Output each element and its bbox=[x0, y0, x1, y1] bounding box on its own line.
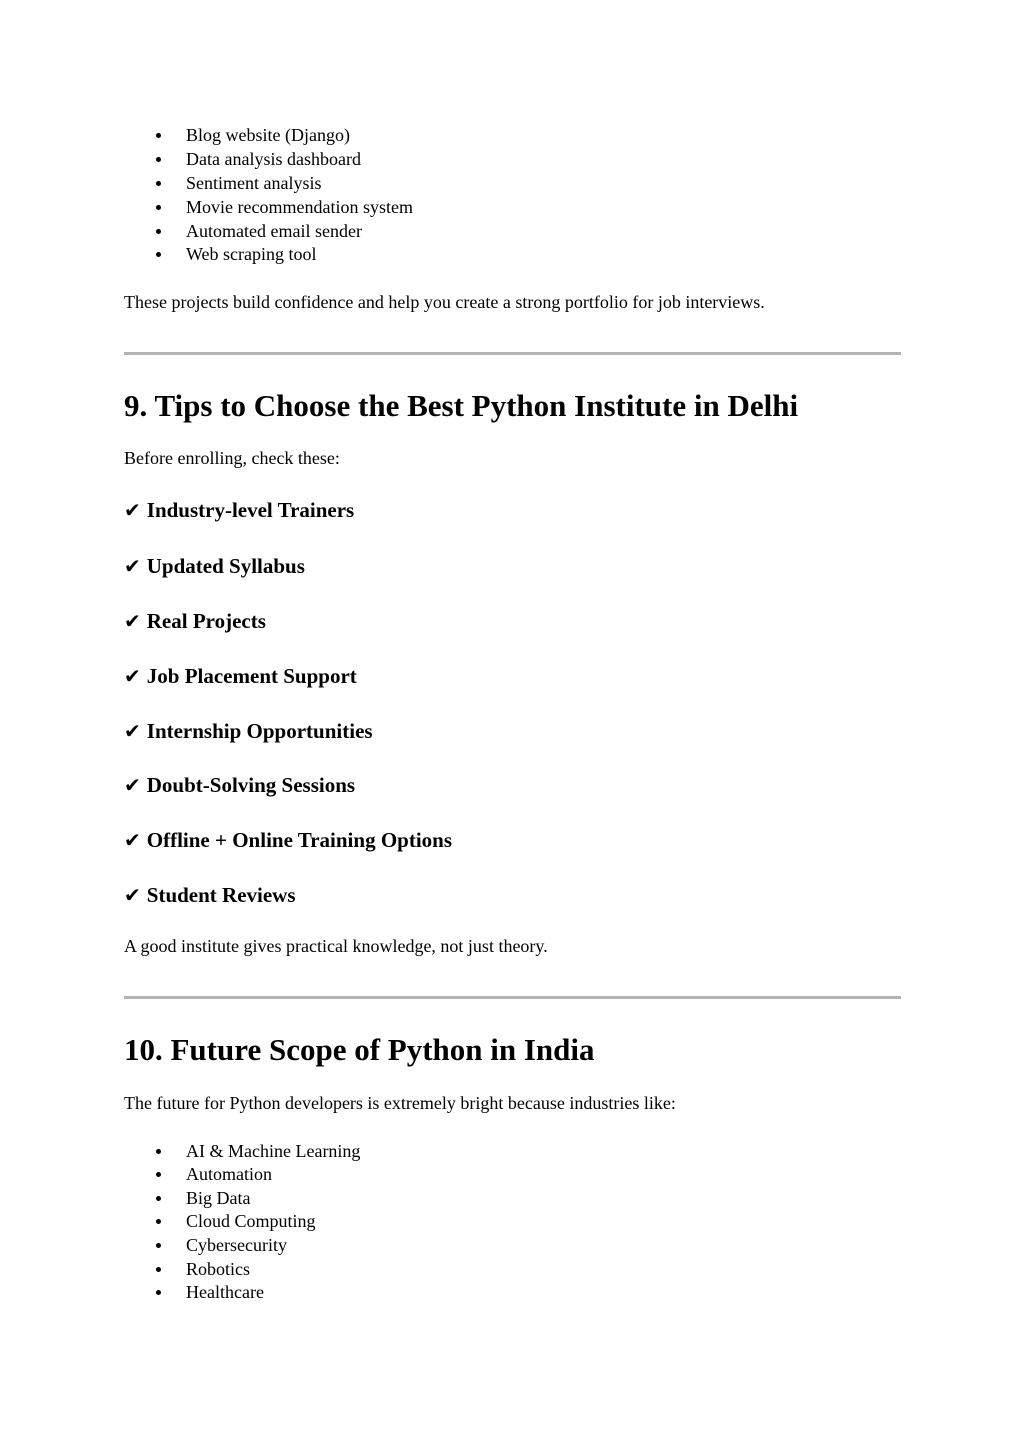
checkmark-icon: ✔ bbox=[124, 664, 141, 688]
bullet-icon bbox=[156, 1290, 161, 1295]
list-item-text: AI & Machine Learning bbox=[186, 1141, 361, 1161]
bullet-icon bbox=[156, 1196, 161, 1201]
bullet-icon bbox=[156, 1267, 161, 1272]
checkmark-icon: ✔ bbox=[124, 883, 141, 907]
list-item-text: Automation bbox=[186, 1164, 272, 1184]
check-item bbox=[124, 662, 357, 690]
check-item bbox=[124, 717, 373, 745]
list-item-text: Web scraping tool bbox=[186, 244, 317, 264]
checkmark-icon: ✔ bbox=[124, 498, 141, 522]
bullet-icon bbox=[156, 181, 161, 186]
check-item-text: Job Placement Support bbox=[146, 664, 357, 688]
checkmark-icon: ✔ bbox=[124, 609, 141, 633]
divider bbox=[124, 352, 901, 355]
list-item-text: Robotics bbox=[186, 1259, 251, 1279]
check-item-text: Student Reviews bbox=[146, 883, 296, 907]
bullet-icon bbox=[156, 1172, 161, 1177]
section-9-heading: 9. Tips to Choose the Best Python Institute in Delhi bbox=[124, 388, 799, 423]
check-item-text: Updated Syllabus bbox=[146, 554, 305, 578]
projects-note: These projects build confidence and help you create a strong portfolio for job interviews. bbox=[124, 292, 765, 312]
list-item-text: Data analysis dashboard bbox=[186, 149, 361, 169]
bullet-icon bbox=[156, 229, 161, 234]
check-item-text: Offline + Online Training Options bbox=[146, 828, 453, 852]
bullet-icon bbox=[156, 157, 161, 162]
section-9-intro: Before enrolling, check these: bbox=[124, 448, 340, 468]
bullet-icon bbox=[156, 133, 161, 138]
list-item-text: Sentiment analysis bbox=[186, 173, 322, 193]
check-item-text: Internship Opportunities bbox=[146, 719, 373, 743]
checkmark-icon: ✔ bbox=[124, 719, 141, 743]
check-item bbox=[124, 826, 452, 854]
bullet-icon bbox=[156, 1243, 161, 1248]
list-item-text: Healthcare bbox=[186, 1282, 264, 1302]
list-item-text: Cybersecurity bbox=[186, 1235, 287, 1255]
list-item-text: Cloud Computing bbox=[186, 1211, 316, 1231]
list-item-text: Big Data bbox=[186, 1188, 251, 1208]
list-item-text: Movie recommendation system bbox=[186, 197, 413, 217]
divider bbox=[124, 996, 901, 999]
bullet-icon bbox=[156, 205, 161, 210]
bullet-icon bbox=[156, 252, 161, 257]
checkmark-icon: ✔ bbox=[124, 554, 141, 578]
checkmark-icon: ✔ bbox=[124, 828, 141, 852]
check-item bbox=[124, 496, 354, 524]
check-item-text: Doubt-Solving Sessions bbox=[146, 773, 356, 797]
list-item-text: Automated email sender bbox=[186, 221, 362, 241]
checkmark-icon: ✔ bbox=[124, 773, 141, 797]
check-item bbox=[124, 771, 355, 799]
section-9-outro: A good institute gives practical knowledge, not just theory. bbox=[124, 936, 548, 956]
bullet-icon bbox=[156, 1219, 161, 1224]
list-item-text: Blog website (Django) bbox=[186, 125, 350, 145]
section-10-heading: 10. Future Scope of Python in India bbox=[124, 1032, 595, 1067]
section-10-intro: The future for Python developers is extremely bright because industries like: bbox=[124, 1093, 676, 1113]
check-item bbox=[124, 607, 266, 635]
check-item-text: Industry-level Trainers bbox=[146, 498, 355, 522]
check-item bbox=[124, 881, 296, 909]
bullet-icon bbox=[156, 1149, 161, 1154]
check-item-text: Real Projects bbox=[146, 609, 266, 633]
check-item bbox=[124, 552, 305, 580]
